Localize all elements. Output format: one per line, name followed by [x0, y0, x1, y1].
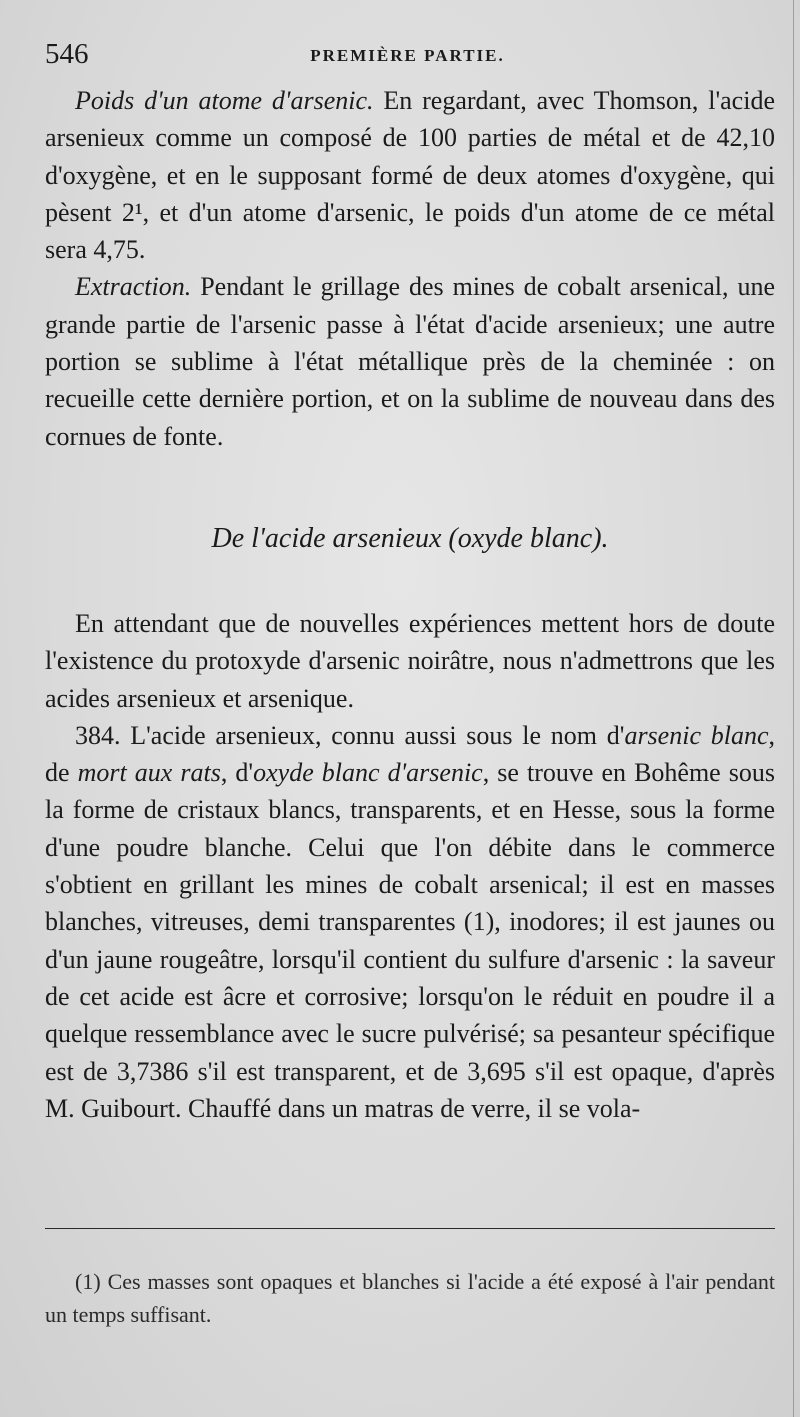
section-heading-paren: (oxyde blanc). [448, 523, 609, 554]
footnote: (1) Ces masses sont opaques et blanches si l'acide a été exposé à l'air pendant un temps suffisant. [45, 1269, 775, 1327]
paragraph-384 [45, 717, 775, 1127]
section-heading [45, 523, 775, 555]
p384-text-3: , d' [220, 758, 254, 788]
p384-text-1: 384. L'acide arsenieux, connu aussi sous le nom d' [75, 720, 625, 750]
paragraph-atomic-weight [45, 82, 775, 268]
p384-italic-arsenic-blanc: arsenic blanc [624, 720, 769, 750]
page-edge-line [793, 0, 794, 1417]
paragraph-lead-extraction: Extraction. [75, 272, 192, 302]
paragraph-body-extraction: Pendant le grillage des mines de cobalt arsenical, une grande partie de l'arsenic passe à l'état d'acide arsenieux; une autre portion se sublime à l'état métallique près de la cheminée : on recueille cette dernière portion, et on la sublime de nouveau dans des cornues de fonte. [45, 272, 775, 451]
p384-text-2: , de [45, 720, 775, 788]
top-text-block [45, 82, 775, 455]
p384-text-4: , se trouve en Bohême sous la forme de cristaux blancs, transparents, et en Hesse, sous la forme d'une poudre blanche. Celui que l'on débite dans le commerce s'obtient en grillant les mines de cobalt arsenical; il est en masses blanches, vitreuses, demi transparentes (1), inodores; il est jaunes ou d'un jaune rougeâtre, lorsqu'il contient du sulfure d'arsenic : la saveur de cet acide est âcre et corrosive; lorsqu'on le réduit en poudre il a quelque ressemblance avec le sucre pulvérisé; sa pesanteur spécifique est de 3,7386 s'il est transparent, et de 3,695 s'il est opaque, d'après M. Guibourt. Chauffé dans un matras de verre, il se vola- [45, 758, 776, 1123]
section-heading-title: De l'acide arsenieux [211, 523, 442, 554]
p384-italic-oxyde-blanc: oxyde blanc d'arsenic [253, 758, 483, 788]
footnote-separator [45, 1228, 775, 1229]
page-header [45, 38, 770, 72]
paragraph-intro: En attendant que de nouvelles expériences mettent hors de doute l'existence du protoxyde d'arsenic noirâtre, nous n'admettrons que les acides arsenieux et arsenique. [45, 609, 775, 713]
page-number: 546 [45, 38, 89, 70]
running-title: PREMIÈRE PARTIE. [310, 46, 505, 65]
paragraph-lead-atomic-weight: Poids d'un atome d'arsenic. [75, 86, 374, 115]
paragraph-extraction [45, 268, 775, 454]
paragraph-body-atomic-weight: En regardant, avec Thomson, l'acide arsenieux comme un composé de 100 parties de métal et de 42,10 d'oxygène, et en le supposant formé de deux atomes d'oxygène, qui pèsent 2¹, et d'un atome d'arsenic, le poids d'un atome de ce métal sera 4,75. [45, 86, 775, 265]
p384-italic-mort-aux-rats: mort aux rats [77, 758, 221, 788]
bottom-text-block [45, 605, 775, 1127]
